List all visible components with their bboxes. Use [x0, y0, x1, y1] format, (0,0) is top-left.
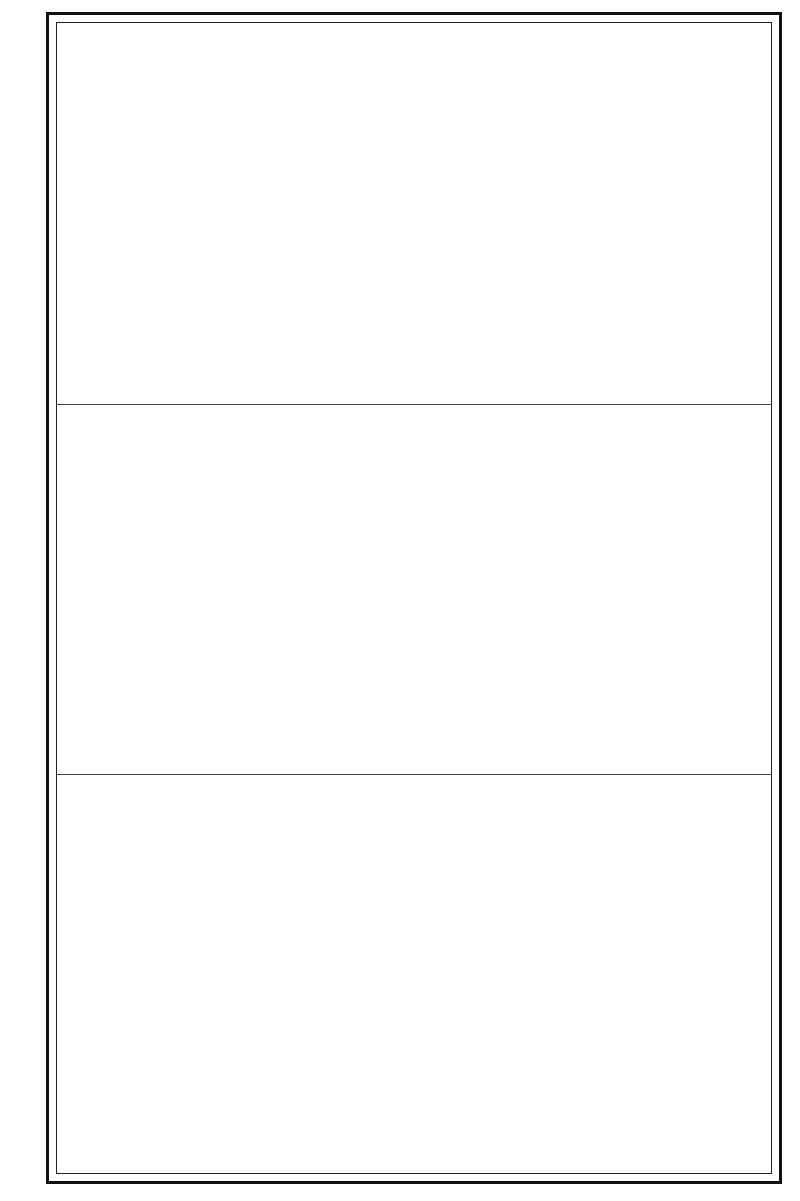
text-column	[697, 414, 725, 764]
text-column	[666, 784, 694, 1164]
text-column	[129, 32, 157, 394]
text-column	[728, 784, 756, 1164]
text-column	[164, 784, 192, 1164]
text-column	[99, 32, 127, 394]
text-column	[699, 32, 727, 394]
text-column	[540, 784, 568, 1164]
text-column	[70, 414, 98, 764]
text-column	[321, 784, 349, 1164]
text-column	[603, 784, 631, 1164]
text-column	[572, 784, 600, 1164]
panel-divider-top	[56, 404, 772, 405]
text-column	[519, 32, 547, 394]
text-column	[509, 414, 537, 764]
text-column	[729, 32, 757, 394]
text-column	[164, 414, 192, 764]
text-column	[477, 414, 505, 764]
text-column	[339, 32, 367, 394]
text-column	[728, 414, 756, 764]
text-column	[666, 414, 694, 764]
text-column	[258, 414, 286, 764]
text-column	[429, 32, 457, 394]
text-column	[227, 414, 255, 764]
text-column	[697, 784, 725, 1164]
text-column	[369, 32, 397, 394]
text-column	[227, 784, 255, 1164]
text-column	[352, 414, 380, 764]
text-column	[289, 414, 317, 764]
text-column	[132, 414, 160, 764]
text-column	[101, 414, 129, 764]
text-column	[540, 414, 568, 764]
text-column	[352, 784, 380, 1164]
text-column	[321, 414, 349, 764]
text-column	[309, 32, 337, 394]
text-column	[258, 784, 286, 1164]
text-column	[489, 32, 517, 394]
text-column	[415, 414, 443, 764]
text-column	[477, 784, 505, 1164]
text-column	[289, 784, 317, 1164]
text-column	[603, 414, 631, 764]
text-panel-top	[68, 32, 758, 394]
text-column	[572, 414, 600, 764]
text-column	[639, 32, 667, 394]
text-column	[249, 32, 277, 394]
text-column	[549, 32, 577, 394]
text-column	[159, 32, 187, 394]
text-column	[579, 32, 607, 394]
text-panel-bottom	[68, 784, 758, 1164]
panel-divider-bottom	[56, 774, 772, 775]
text-column	[70, 784, 98, 1164]
text-panel-middle	[68, 414, 758, 764]
text-column	[634, 784, 662, 1164]
text-column	[509, 784, 537, 1164]
text-column	[459, 32, 487, 394]
text-column	[399, 32, 427, 394]
text-column	[189, 32, 217, 394]
text-column	[219, 32, 247, 394]
text-column	[383, 784, 411, 1164]
text-column	[609, 32, 637, 394]
text-column	[101, 784, 129, 1164]
text-column	[446, 784, 474, 1164]
text-column	[195, 414, 223, 764]
text-column	[69, 32, 97, 394]
text-column	[279, 32, 307, 394]
text-column	[415, 784, 443, 1164]
text-column	[669, 32, 697, 394]
text-column	[634, 414, 662, 764]
text-column	[132, 784, 160, 1164]
text-column	[383, 414, 411, 764]
text-column	[446, 414, 474, 764]
text-column	[195, 784, 223, 1164]
